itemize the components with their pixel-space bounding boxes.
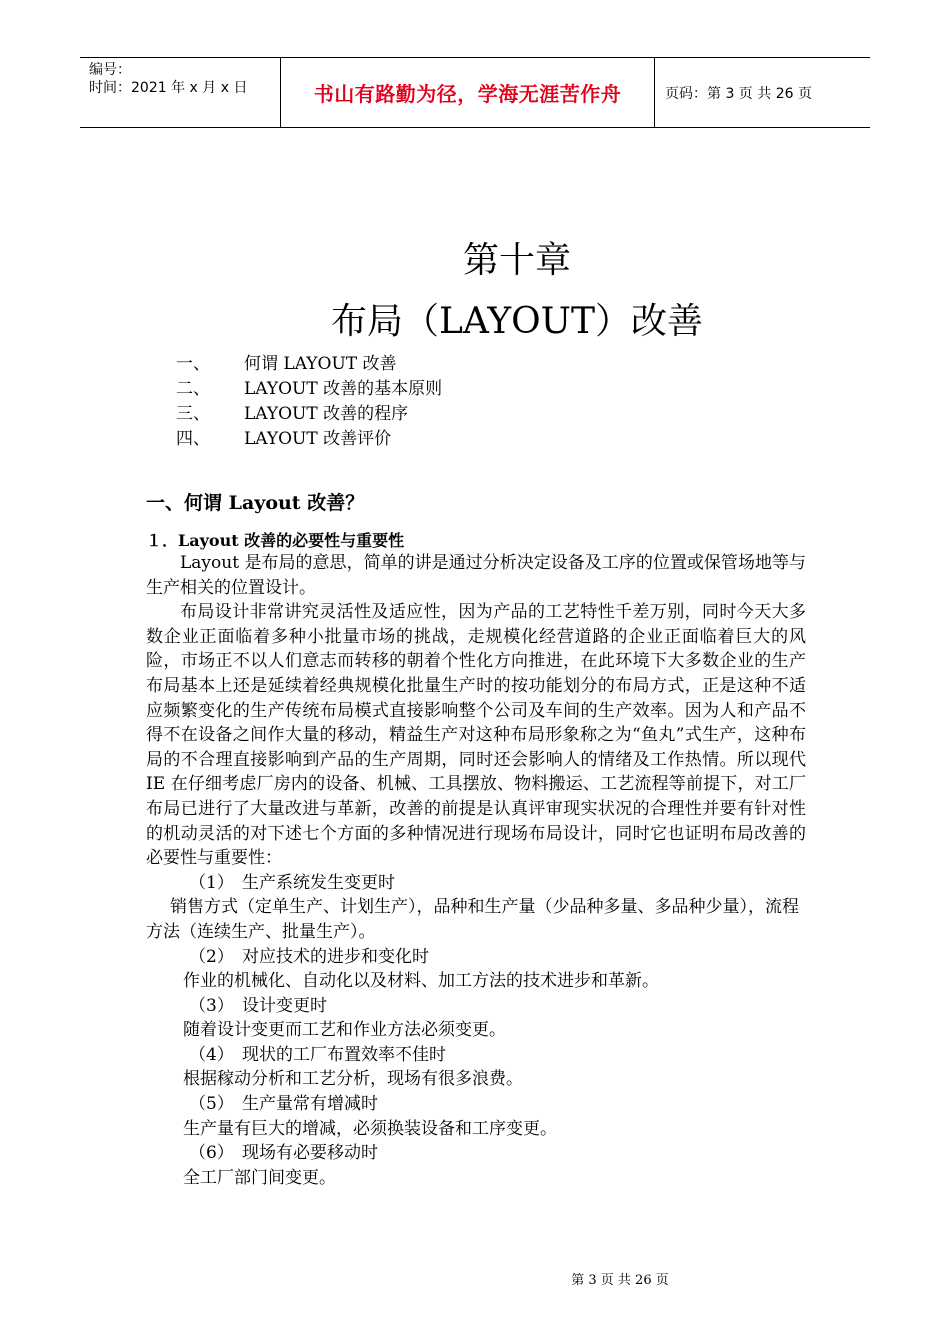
toc-item	[176, 352, 442, 377]
page-footer: 第 3 页 共 26 页	[571, 1273, 669, 1288]
toc-item-number: 一、	[176, 354, 210, 374]
toc-item-text: LAYOUT 改善的程序	[244, 404, 409, 424]
list-item-title: 对应技术的进步和变化时	[242, 946, 429, 967]
list-item-heading	[146, 994, 806, 1019]
list-item-heading	[146, 1141, 806, 1166]
list-item-label: （5）	[189, 1094, 234, 1115]
toc-item	[176, 402, 442, 427]
toc-item-number: 三、	[176, 404, 210, 424]
table-of-contents	[176, 352, 442, 452]
toc-item-number: 二、	[176, 379, 210, 399]
list-item-heading	[146, 1092, 806, 1117]
list-item-title: 生产量常有增减时	[242, 1094, 378, 1115]
chapter-number: 第十章	[462, 240, 571, 281]
header-page-label: 页码：第 3 页 共 26 页	[665, 85, 812, 102]
list-item-heading	[146, 1043, 806, 1068]
list-item-label: （1）	[189, 872, 234, 893]
toc-item	[176, 377, 442, 402]
list-item-description: 随着设计变更而工艺和作业方法必须变更。	[183, 1020, 506, 1041]
subsection-heading: １．Layout 改善的必要性与重要性	[146, 531, 405, 550]
list-item-label: （3）	[189, 995, 234, 1016]
document-body	[146, 551, 806, 1190]
toc-item-text: LAYOUT 改善的基本原则	[244, 379, 443, 399]
list-item-description: 根据稼动分析和工艺分析，现场有很多浪费。	[183, 1069, 523, 1090]
header-time-label: 时间：2021 年 x 月 x 日	[89, 80, 248, 96]
list-item-label: （6）	[189, 1143, 234, 1164]
list-item-heading	[146, 945, 806, 970]
header-number-label: 编号：	[89, 62, 131, 78]
list-item-title: 现状的工厂布置效率不佳时	[242, 1044, 446, 1065]
chapter-title: 布局（LAYOUT）改善	[330, 301, 704, 342]
toc-item-number: 四、	[176, 429, 210, 449]
body-paragraph: 布局设计非常讲究灵活性及适应性，因为产品的工艺特性千差万别，同时今天大多数企业正面临着多种小批量市场的挑战，走规模化经营道路的企业正面临着巨大的风险，市场正不以人们意志而转移的朝着个性化方向推进，在此环境下大多数企业的生产布局基本上还是延续着经典规模化批量生产时的按功能划分的布局方式，正是这种不适应频繁变化的生产传统布局模式直接影响整个公司及车间的生产效率。因为人和产品不得不在设备之间作大量的移动，精益生产对这种布局形象称之为“鱼丸”式生产，这种布局的不合理直接影响到产品的生产周期，同时还会影响人的情绪及工作热情。所以现代 IE 在仔细考虑厂房内的设备、机械、工具摆放、物料搬运、工艺流程等前提下，对工厂布局已进行了大量改进与革新，改善的前提是认真评审现实状况的合理性并要有针对性的机动灵活的对下述七个方面的多种情况进行现场布局设计，同时它也证明布局改善的必要性与重要性：	[146, 602, 806, 869]
list-item-description: 销售方式（定单生产、计划生产），品种和生产量（少品种多量、多品种少量），流程方法（连续生产、批量生产）。	[146, 897, 799, 942]
toc-item-text: 何谓 LAYOUT 改善	[244, 354, 397, 374]
list-item-description: 作业的机械化、自动化以及材料、加工方法的技术进步和革新。	[183, 971, 659, 992]
header-motto: 书山有路勤为径，学海无涯苦作舟	[281, 58, 655, 127]
list-item-description: 生产量有巨大的增减，必须换装设备和工序变更。	[183, 1118, 557, 1139]
toc-item-text: LAYOUT 改善评价	[244, 429, 392, 449]
list-item-description: 全工厂部门间变更。	[183, 1167, 336, 1188]
list-item-title: 生产系统发生变更时	[242, 872, 395, 893]
body-paragraph: Layout 是布局的意思，简单的讲是通过分析决定设备及工序的位置或保管场地等与生产相关的位置设计。	[146, 553, 806, 598]
page-header	[80, 57, 870, 128]
list-item-label: （4）	[189, 1044, 234, 1065]
toc-item	[176, 427, 442, 452]
list-item-title: 设计变更时	[242, 995, 327, 1016]
header-meta	[80, 58, 281, 127]
section-heading: 一、何谓 Layout 改善？	[146, 492, 365, 514]
list-item-heading	[146, 871, 806, 896]
list-item-label: （2）	[189, 946, 234, 967]
list-item-title: 现场有必要移动时	[242, 1143, 378, 1164]
